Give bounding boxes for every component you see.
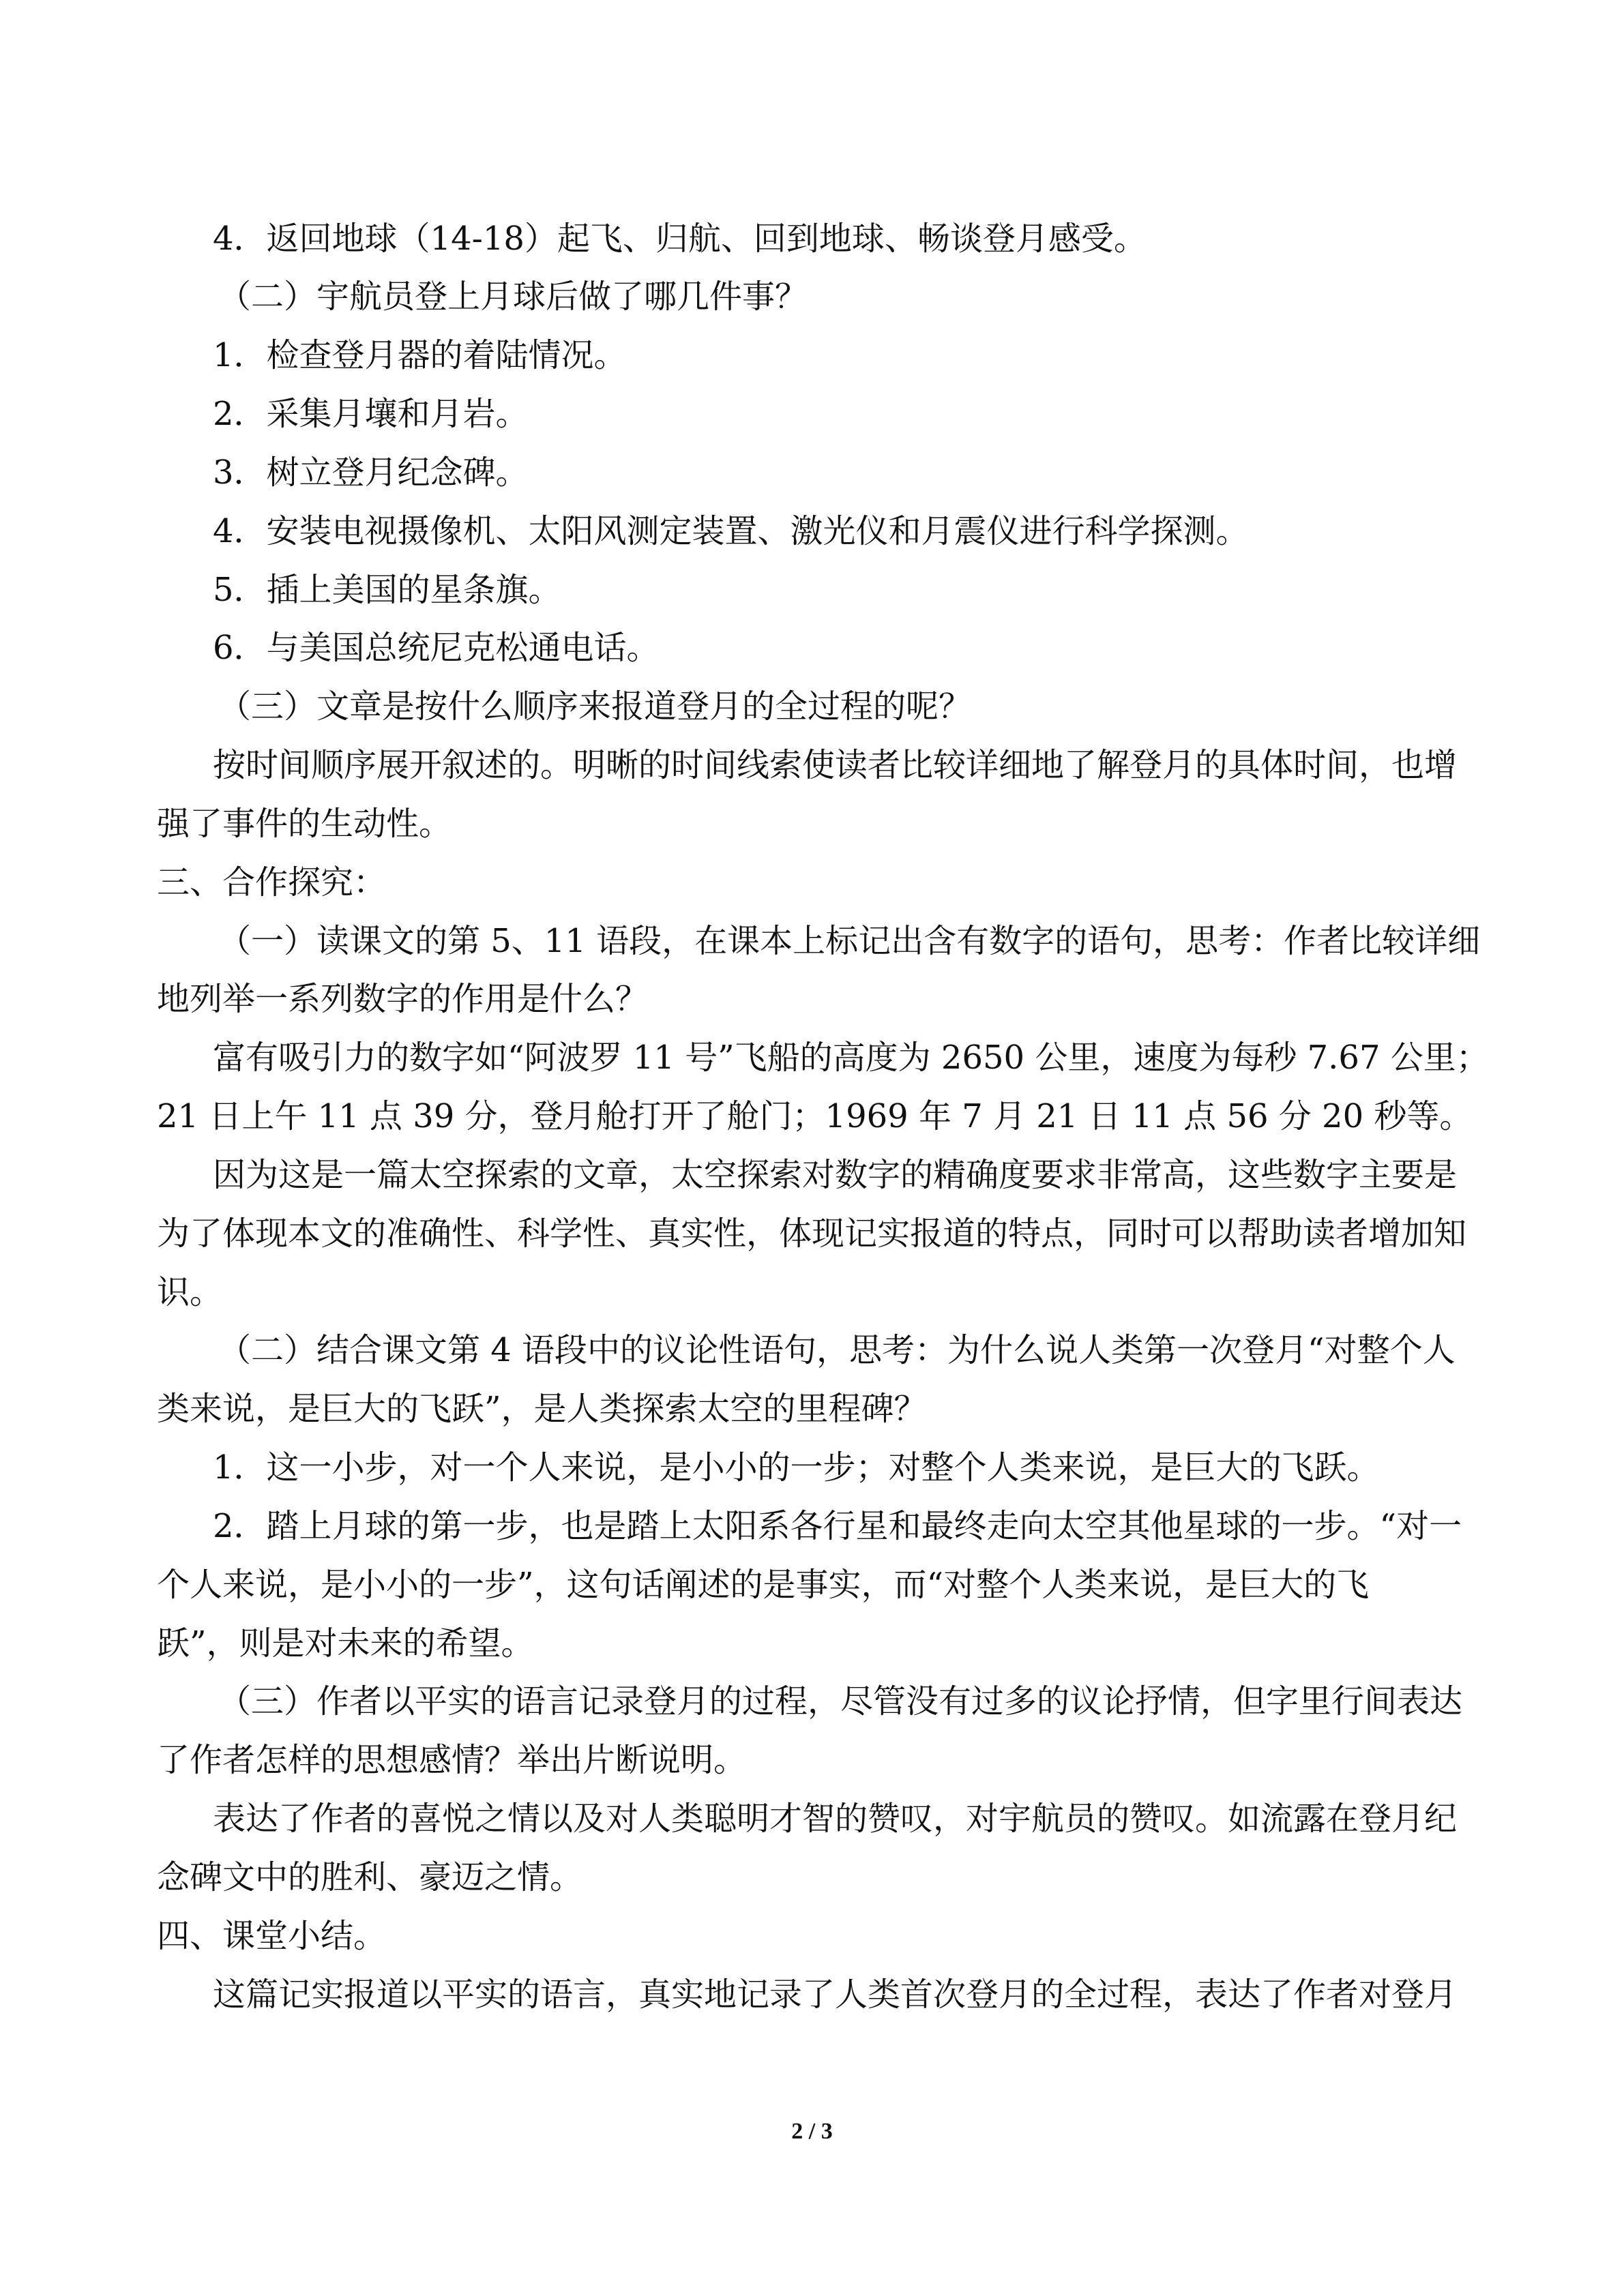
section-heading: （一）读课文的第 5、11 语段，在课本上标记出含有数字的语句，思考：作者比较详细	[218, 922, 1481, 960]
page-number: 2 / 3	[791, 2119, 833, 2144]
text-line: 个人来说，是小小的一步”，这句话阐述的是事实，而“对整个人类来说，是巨大的飞	[157, 1566, 1370, 1604]
text-line: 强了事件的生动性。	[157, 805, 452, 843]
text-line: 类来说，是巨大的飞跃”，是人类探索太空的里程碑？	[157, 1390, 927, 1428]
section-title: 三、合作探究：	[157, 863, 387, 901]
section-heading: （三）文章是按什么顺序来报道登月的全过程的呢？	[218, 687, 972, 726]
text-line: 4．返回地球（14-18）起飞、归航、回到地球、畅谈登月感受。	[213, 220, 1147, 258]
text-line: 富有吸引力的数字如“阿波罗 11 号”飞船的高度为 2650 公里，速度为每秒 7.67 公里；	[213, 1039, 1489, 1077]
text-line: 为了体现本文的准确性、科学性、真实性，体现记实报道的特点，同时可以帮助读者增加知	[157, 1214, 1467, 1253]
text-line: 按时间顺序展开叙述的。明晰的时间线索使读者比较详细地了解登月的具体时间，也增	[213, 746, 1458, 784]
text-line: 地列举一系列数字的作用是什么？	[157, 980, 649, 1018]
list-item: 1．检查登月器的着陆情况。	[213, 336, 627, 374]
list-item: 6．与美国总统尼克松通电话。	[213, 629, 660, 667]
text-line: 表达了作者的喜悦之情以及对人类聪明才智的赞叹，对宇航员的赞叹。如流露在登月纪	[213, 1800, 1458, 1838]
text-line: 跃”，则是对未来的希望。	[157, 1624, 534, 1663]
text-line: 21 日上午 11 点 39 分，登月舱打开了舱门；1969 年 7 月 21 日 11 点 56 分 20 秒等。	[157, 1097, 1473, 1135]
list-item: 2．采集月壤和月岩。	[213, 395, 529, 433]
section-heading: （二）宇航员登上月球后做了哪几件事？	[218, 278, 808, 316]
list-item: 5．插上美国的星条旗。	[213, 571, 561, 609]
list-item: 1．这一小步，对一个人来说，是小小的一步；对整个人类来说，是巨大的飞跃。	[213, 1448, 1380, 1487]
text-line: 因为这是一篇太空探索的文章，太空探索对数字的精确度要求非常高，这些数字主要是	[213, 1156, 1458, 1194]
section-heading: （三）作者以平实的语言记录登月的过程，尽管没有过多的议论抒情，但字里行间表达	[218, 1682, 1463, 1720]
text-line: 识。	[157, 1273, 223, 1311]
text-line: 念碑文中的胜利、豪迈之情。	[157, 1858, 583, 1896]
list-item: 3．树立登月纪念碑。	[213, 453, 529, 492]
section-heading: （二）结合课文第 4 语段中的议论性语句，思考：为什么说人类第一次登月“对整个人	[218, 1331, 1456, 1369]
section-title: 四、课堂小结。	[157, 1917, 387, 1955]
text-line: 这篇记实报道以平实的语言，真实地记录了人类首次登月的全过程，表达了作者对登月	[213, 1976, 1458, 2014]
list-item: 2．踏上月球的第一步，也是踏上太阳系各行星和最终走向太空其他星球的一步。“对一	[213, 1507, 1462, 1545]
list-item: 4．安装电视摄像机、太阳风测定装置、激光仪和月震仪进行科学探测。	[213, 512, 1249, 550]
text-line: 了作者怎样的思想感情？举出片断说明。	[157, 1741, 747, 1779]
